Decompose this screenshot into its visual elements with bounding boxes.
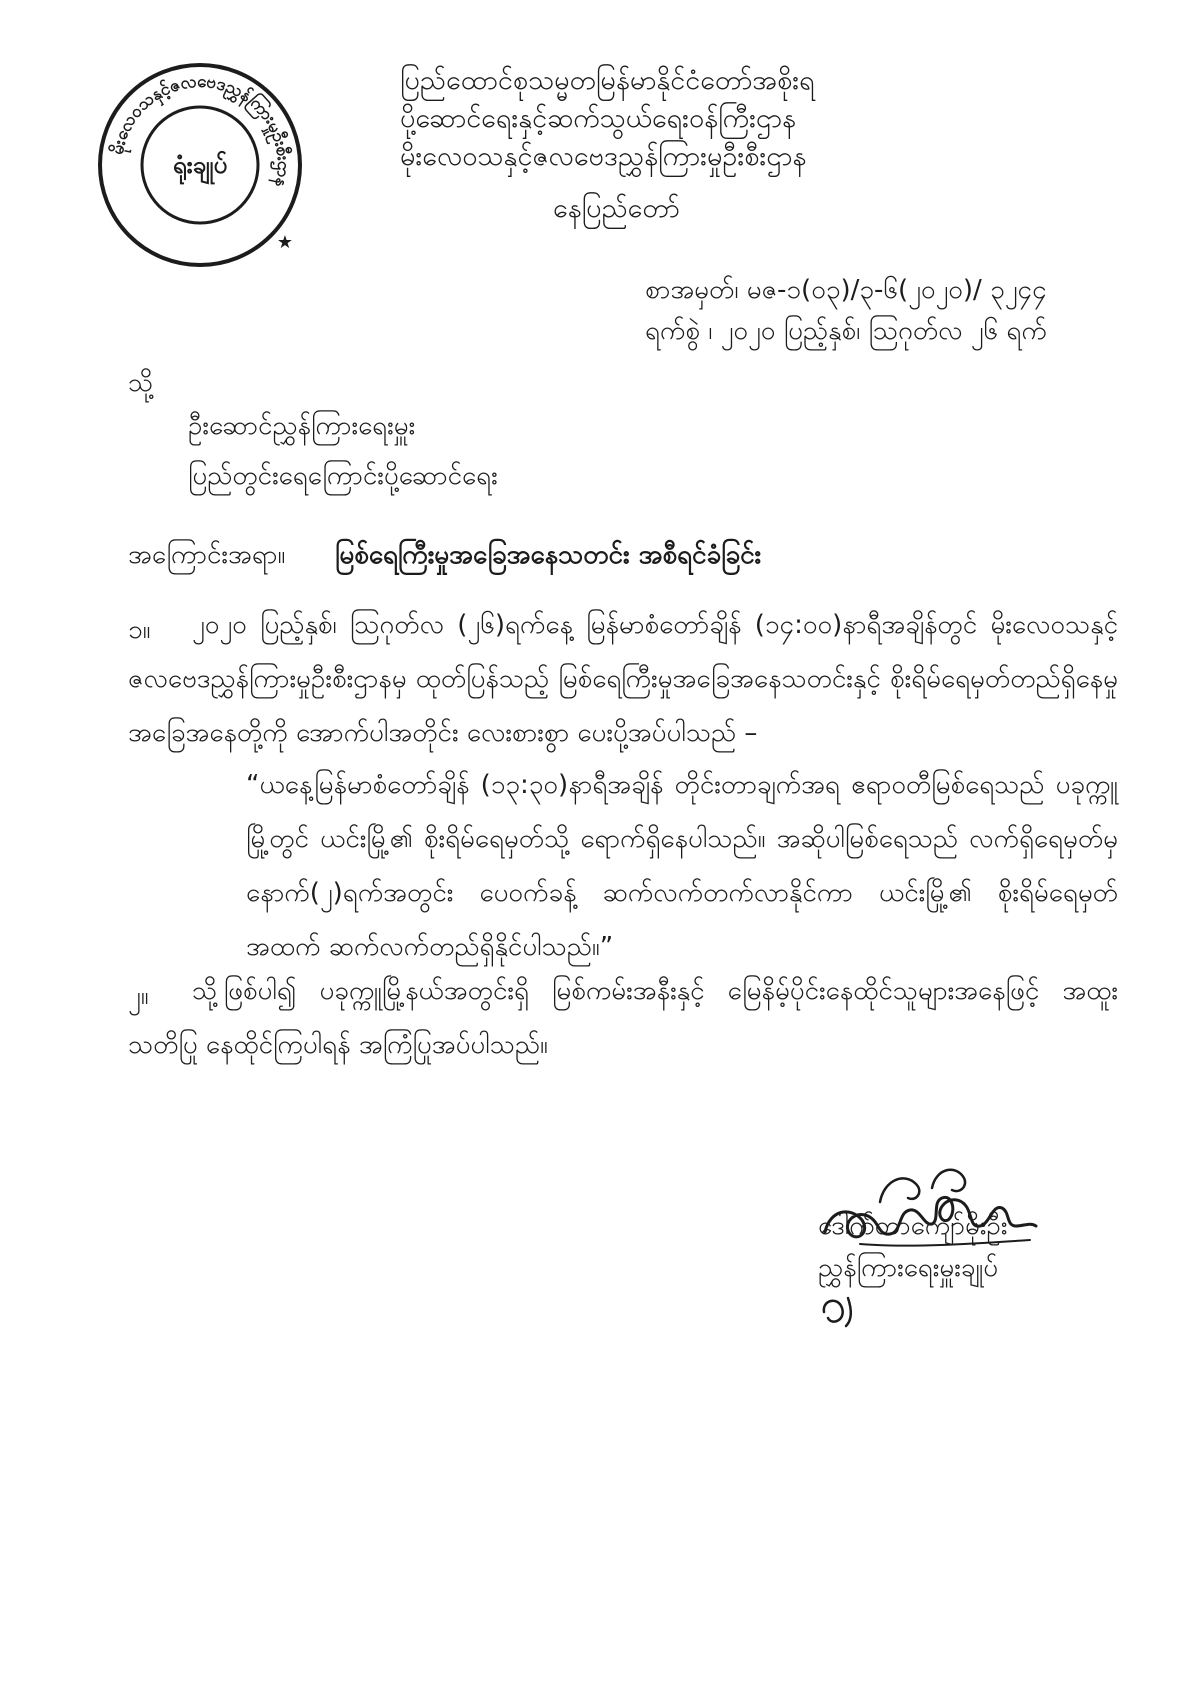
header-department: မိုးလေဝသနှင့်ဇလဗေဒညွှန်ကြားမှုဦးစီးဌာန bbox=[400, 141, 807, 172]
paragraph-1: ၂၀၂၀ ပြည့်နှစ်၊ ဩဂုတ်လ (၂၆)ရက်နေ့ မြန်မာစံတော်ချိန် (၁၄:၀၀)နာရီအချိန်တွင် မိုးလေဝသနှင့်ဇလဗေဒညွှန်ကြားမှုဦးစီးဌာနမှ ထုတ်ပြန်သည့် မြစ်ရေကြီးမှုအခြေအနေသတင်းနှင့် စိုးရိမ်ရေမှတ်တည်ရှိနေမှု အခြေအနေတို့ကို အောက်ပါအတိုင်း လေးစားစွာ ပေးပို့အပ်ပါသည် – bbox=[128, 610, 1118, 748]
seal-ring-text: မိုးလေဝသနှင့်ဇလဗေဒညွှန်ကြားမှုဦးစီးဌာန bbox=[107, 71, 294, 190]
forecast-quote: “ယနေ့မြန်မာစံတော်ချိန် (၁၃:၃၀)နာရီအချိန် တိုင်းတာချက်အရ ဧရာဝတီမြစ်ရေသည် ပခုက္ကူမြို့တွင် ယင်းမြို့၏ စိုးရိမ်ရေမှတ်သို့ ရောက်ရှိနေပါသည်။ အဆိုပါမြစ်ရေသည် လက်ရှိရေမှတ်မှ နောက်(၂)ရက်အတွင်း ပေ၀က်ခန့် ဆက်လက်တက်လာနိုင်ကာ ယင်းမြို့၏ စိုးရိမ်ရေမှတ်အထက် ဆက်လက်တည်ရှိနိုင်ပါသည်။” bbox=[246, 770, 1118, 962]
seal-star-icon: ★ bbox=[276, 232, 294, 253]
header-city: နေပြည်တော် bbox=[553, 193, 680, 224]
paragraph-2: သို့ဖြစ်ပါ၍ ပခုက္ကူမြို့နယ်အတွင်းရှိ မြစ်ကမ်းအနီးနှင့် မြေနိမ့်ပိုင်းနေထိုင်သူများအနေဖြင့် အထူးသတိပြု နေထိုင်ကြပါရန် အကြံပြုအပ်ပါသည်။ bbox=[128, 976, 1118, 1060]
letter-date: ရက်စွဲ ၊ ၂၀၂၀ ပြည့်နှစ်၊ ဩဂုတ်လ ၂၆ ရက် bbox=[645, 316, 1047, 346]
paragraph-2-number: ၂။ bbox=[128, 981, 149, 1011]
seal-center-text: ရုံးချုပ် bbox=[172, 151, 228, 179]
recipient-line-2: ပြည်တွင်းရေကြောင်းပို့ဆောင်ရေး bbox=[188, 461, 498, 491]
subject-value: မြစ်ရေကြီးမှုအခြေအနေသတင်း အစီရင်ခံခြင်း bbox=[335, 540, 762, 570]
header-govt: ပြည်ထောင်စုသမ္မတမြန်မာနိုင်ငံတော်အစိုးရ bbox=[400, 65, 815, 96]
recipient-to: သို့ bbox=[128, 368, 154, 398]
subject-label: အကြောင်းအရာ။ bbox=[128, 540, 286, 570]
paragraph-1-number: ၁။ bbox=[128, 615, 151, 645]
signatory-title: ညွှန်ကြားရေးမှူးချုပ် bbox=[818, 1253, 999, 1283]
handwritten-initial bbox=[818, 1290, 868, 1330]
department-seal bbox=[95, 60, 305, 270]
letter-number: စာအမှတ်၊ မဇ-၁(၀၃)/၃-၆(၂၀၂၀)/ ၃၂၄၄ bbox=[645, 275, 1047, 305]
recipient-line-1: ဦးဆောင်ညွှန်ကြားရေးမှူး bbox=[188, 411, 416, 441]
signatory-name: ဒေါက်တာကျော်မိုးဦး bbox=[818, 1211, 1008, 1241]
header-ministry: ပို့ဆောင်ရေးနှင့်ဆက်သွယ်ရေးဝန်ကြီးဌာန bbox=[400, 103, 796, 134]
